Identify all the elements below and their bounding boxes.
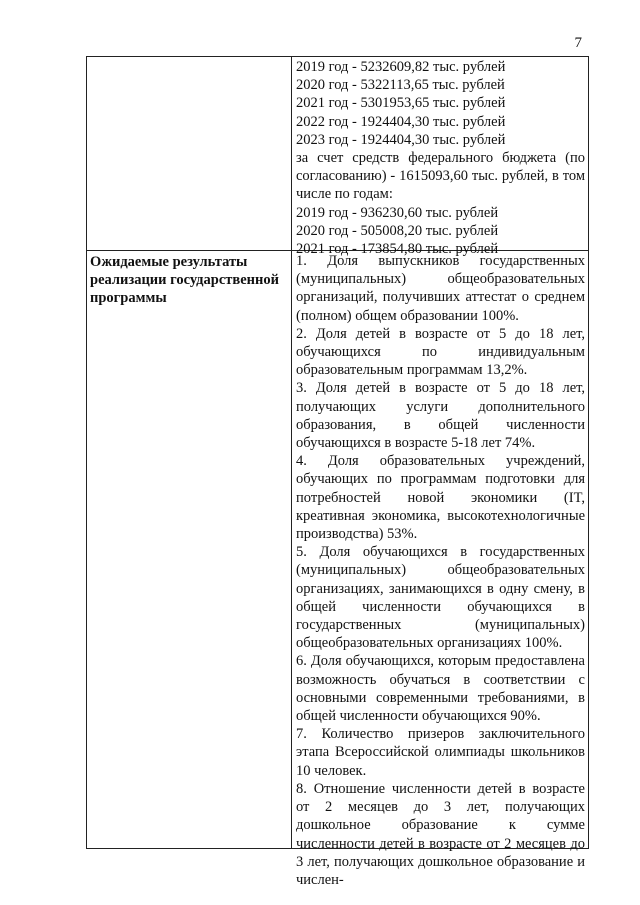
federal-line: 2019 год - 936230,60 тыс. рублей — [296, 204, 499, 221]
federal-line: 2020 год - 505008,20 тыс. рублей — [296, 222, 499, 239]
funding-line: 2023 год - 1924404,30 тыс. рублей — [296, 131, 506, 148]
federal-budget-text: за счет средств федерального бюджета (по согласованию) - 1615093,60 тыс. рублей, в том числе по годам: — [296, 150, 585, 203]
table-cell-heading — [87, 251, 292, 848]
result-item-7: 7. Количество призеров заключительного этапа Всероссийской олимпиады школьников 10 человек. — [296, 726, 585, 779]
table-row-funding — [87, 57, 589, 258]
federal-line: 2021 год - 173854,80 тыс. рублей — [296, 241, 499, 258]
funding-line: 2019 год - 5232609,82 тыс. рублей — [296, 59, 506, 75]
table-cell-results — [292, 251, 589, 888]
expected-results-heading: Ожидаемые результаты реализации государственной программы — [90, 254, 279, 307]
funding-line: 2021 год - 5301953,65 тыс. рублей — [296, 95, 506, 112]
program-passport-table — [86, 56, 589, 888]
table-cell-funding — [292, 57, 589, 258]
funding-line: 2020 год - 5322113,65 тыс. рублей — [296, 77, 505, 94]
result-item-1: 1. Доля выпускников государственных (муниципальных) общеобразовательных организаций, получивших аттестат о среднем (полном) общем образовании 100%. — [296, 253, 585, 324]
table-cell-label-empty — [87, 57, 292, 250]
result-item-2: 2. Доля детей в возрасте от 5 до 18 лет, обучающихся по индивидуальным образовательным программам 13,2%. — [296, 325, 585, 379]
table-row-expected-results — [87, 251, 589, 888]
funding-line: 2022 год - 1924404,30 тыс. рублей — [296, 113, 506, 130]
page-number: 7 — [574, 35, 582, 51]
result-item-3: 3. Доля детей в возрасте от 5 до 18 лет, получающих услуги дополнительного образования, в общей численности обучающихся в возрасте 5-18 лет 74%. — [296, 380, 585, 452]
result-item-5: 5. Доля обучающихся в государственных (муниципальных) общеобразовательных организациях, занимающихся в одну смену, в общей численности обучающихся в государственных (муниципальных) общеобразовательных организациях 100%. — [296, 544, 585, 652]
result-item-4: 4. Доля образовательных учреждений, обучающих по программам подготовки для потребностей новой экономики (IT, креативная экономика, высокотехнологичные производства) 53%. — [296, 453, 585, 543]
result-item-8: 8. Отношение численности детей в возрасте от 2 месяцев до 3 лет, получающих дошкольное образование к сумме численности детей в возрасте от 2 месяцев до 3 лет, получающих дошкольное образование и числен- — [296, 780, 585, 888]
result-item-6: 6. Доля обучающихся, которым предоставлена возможность обучаться в соответствии с основными современными требованиями, в общей численности обучающихся 90%. — [296, 653, 585, 725]
